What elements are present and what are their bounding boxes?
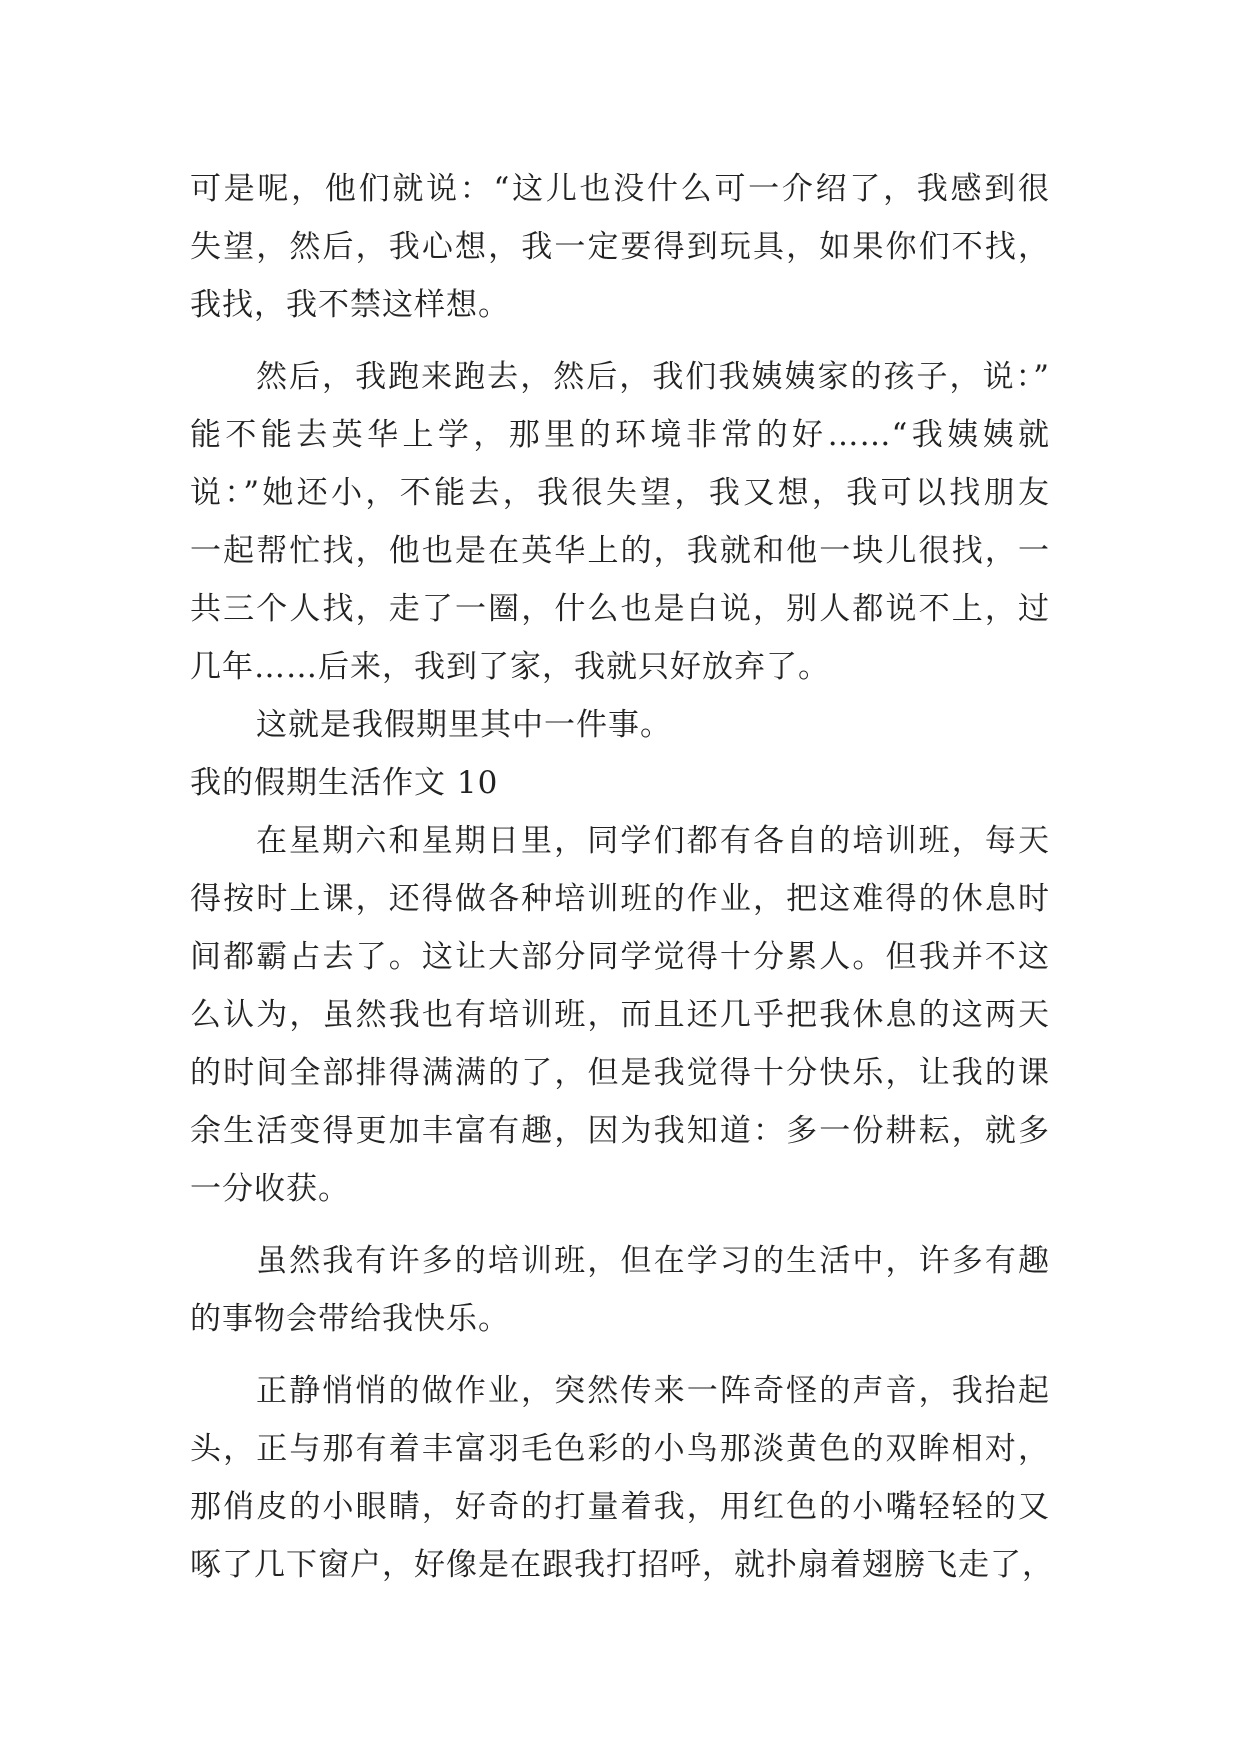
paragraph (190, 160, 1050, 334)
text-line: 么认为，虽然我也有培训班，而且还几乎把我休息的这两天 (190, 997, 1050, 1033)
paragraph (190, 348, 1050, 696)
text-line: 说：”她还小，不能去，我很失望，我又想，我可以找朋友 (190, 475, 1050, 511)
text-line: 共三个人找，走了一圈，什么也是白说，别人都说不上，过 (190, 591, 1050, 627)
paragraph-gap (190, 1348, 1050, 1362)
text-line: 一起帮忙找，他也是在英华上的，我就和他一块儿很找，一 (190, 533, 1050, 569)
paragraph-gap (190, 334, 1050, 348)
text-line: 失望，然后，我心想，我一定要得到玩具，如果你们不找， (190, 229, 1050, 265)
text-line: 然后，我跑来跑去，然后，我们我姨姨家的孩子，说：” (256, 359, 1050, 395)
text-line: 的事物会带给我快乐。 (190, 1301, 510, 1337)
paragraph (190, 1362, 1054, 1594)
text-line: 可是呢，他们就说：“这儿也没什么可一介绍了，我感到很 (190, 171, 1050, 207)
text-line: 虽然我有许多的培训班，但在学习的生活中，许多有趣 (256, 1243, 1050, 1279)
text-line: 啄了几下窗户，好像是在跟我打招呼，就扑扇着翅膀飞走了， (190, 1547, 1054, 1583)
text-line: 在星期六和星期日里，同学们都有各自的培训班，每天 (256, 823, 1050, 859)
text-line: 那俏皮的小眼睛，好奇的打量着我，用红色的小嘴轻轻的又 (190, 1489, 1050, 1525)
text-line: 能不能去英华上学，那里的环境非常的好……“我姨姨就 (190, 417, 1050, 453)
text-line: 正静悄悄的做作业，突然传来一阵奇怪的声音，我抬起 (256, 1373, 1050, 1409)
text-line: 的时间全部排得满满的了，但是我觉得十分快乐，让我的课 (190, 1055, 1050, 1091)
paragraph-gap (190, 1218, 1050, 1232)
section-heading: 我的假期生活作文 10 (190, 765, 499, 801)
text-line: 几年……后来，我到了家，我就只好放弃了。 (190, 649, 830, 685)
paragraph (190, 1232, 1050, 1348)
text-line: 得按时上课，还得做各种培训班的作业，把这难得的休息时 (190, 881, 1050, 917)
text-line: 间都霸占去了。这让大部分同学觉得十分累人。但我并不这 (190, 939, 1050, 975)
text-line: 这就是我假期里其中一件事。 (256, 707, 672, 743)
text-line: 一分收获。 (190, 1171, 350, 1207)
document-body (190, 160, 1054, 1594)
paragraph (190, 812, 1050, 1218)
paragraph (190, 696, 1050, 754)
text-line: 我找，我不禁这样想。 (190, 287, 510, 323)
text-line: 余生活变得更加丰富有趣，因为我知道：多一份耕耘，就多 (190, 1113, 1050, 1149)
text-line: 头，正与那有着丰富羽毛色彩的小鸟那淡黄色的双眸相对， (190, 1431, 1050, 1467)
